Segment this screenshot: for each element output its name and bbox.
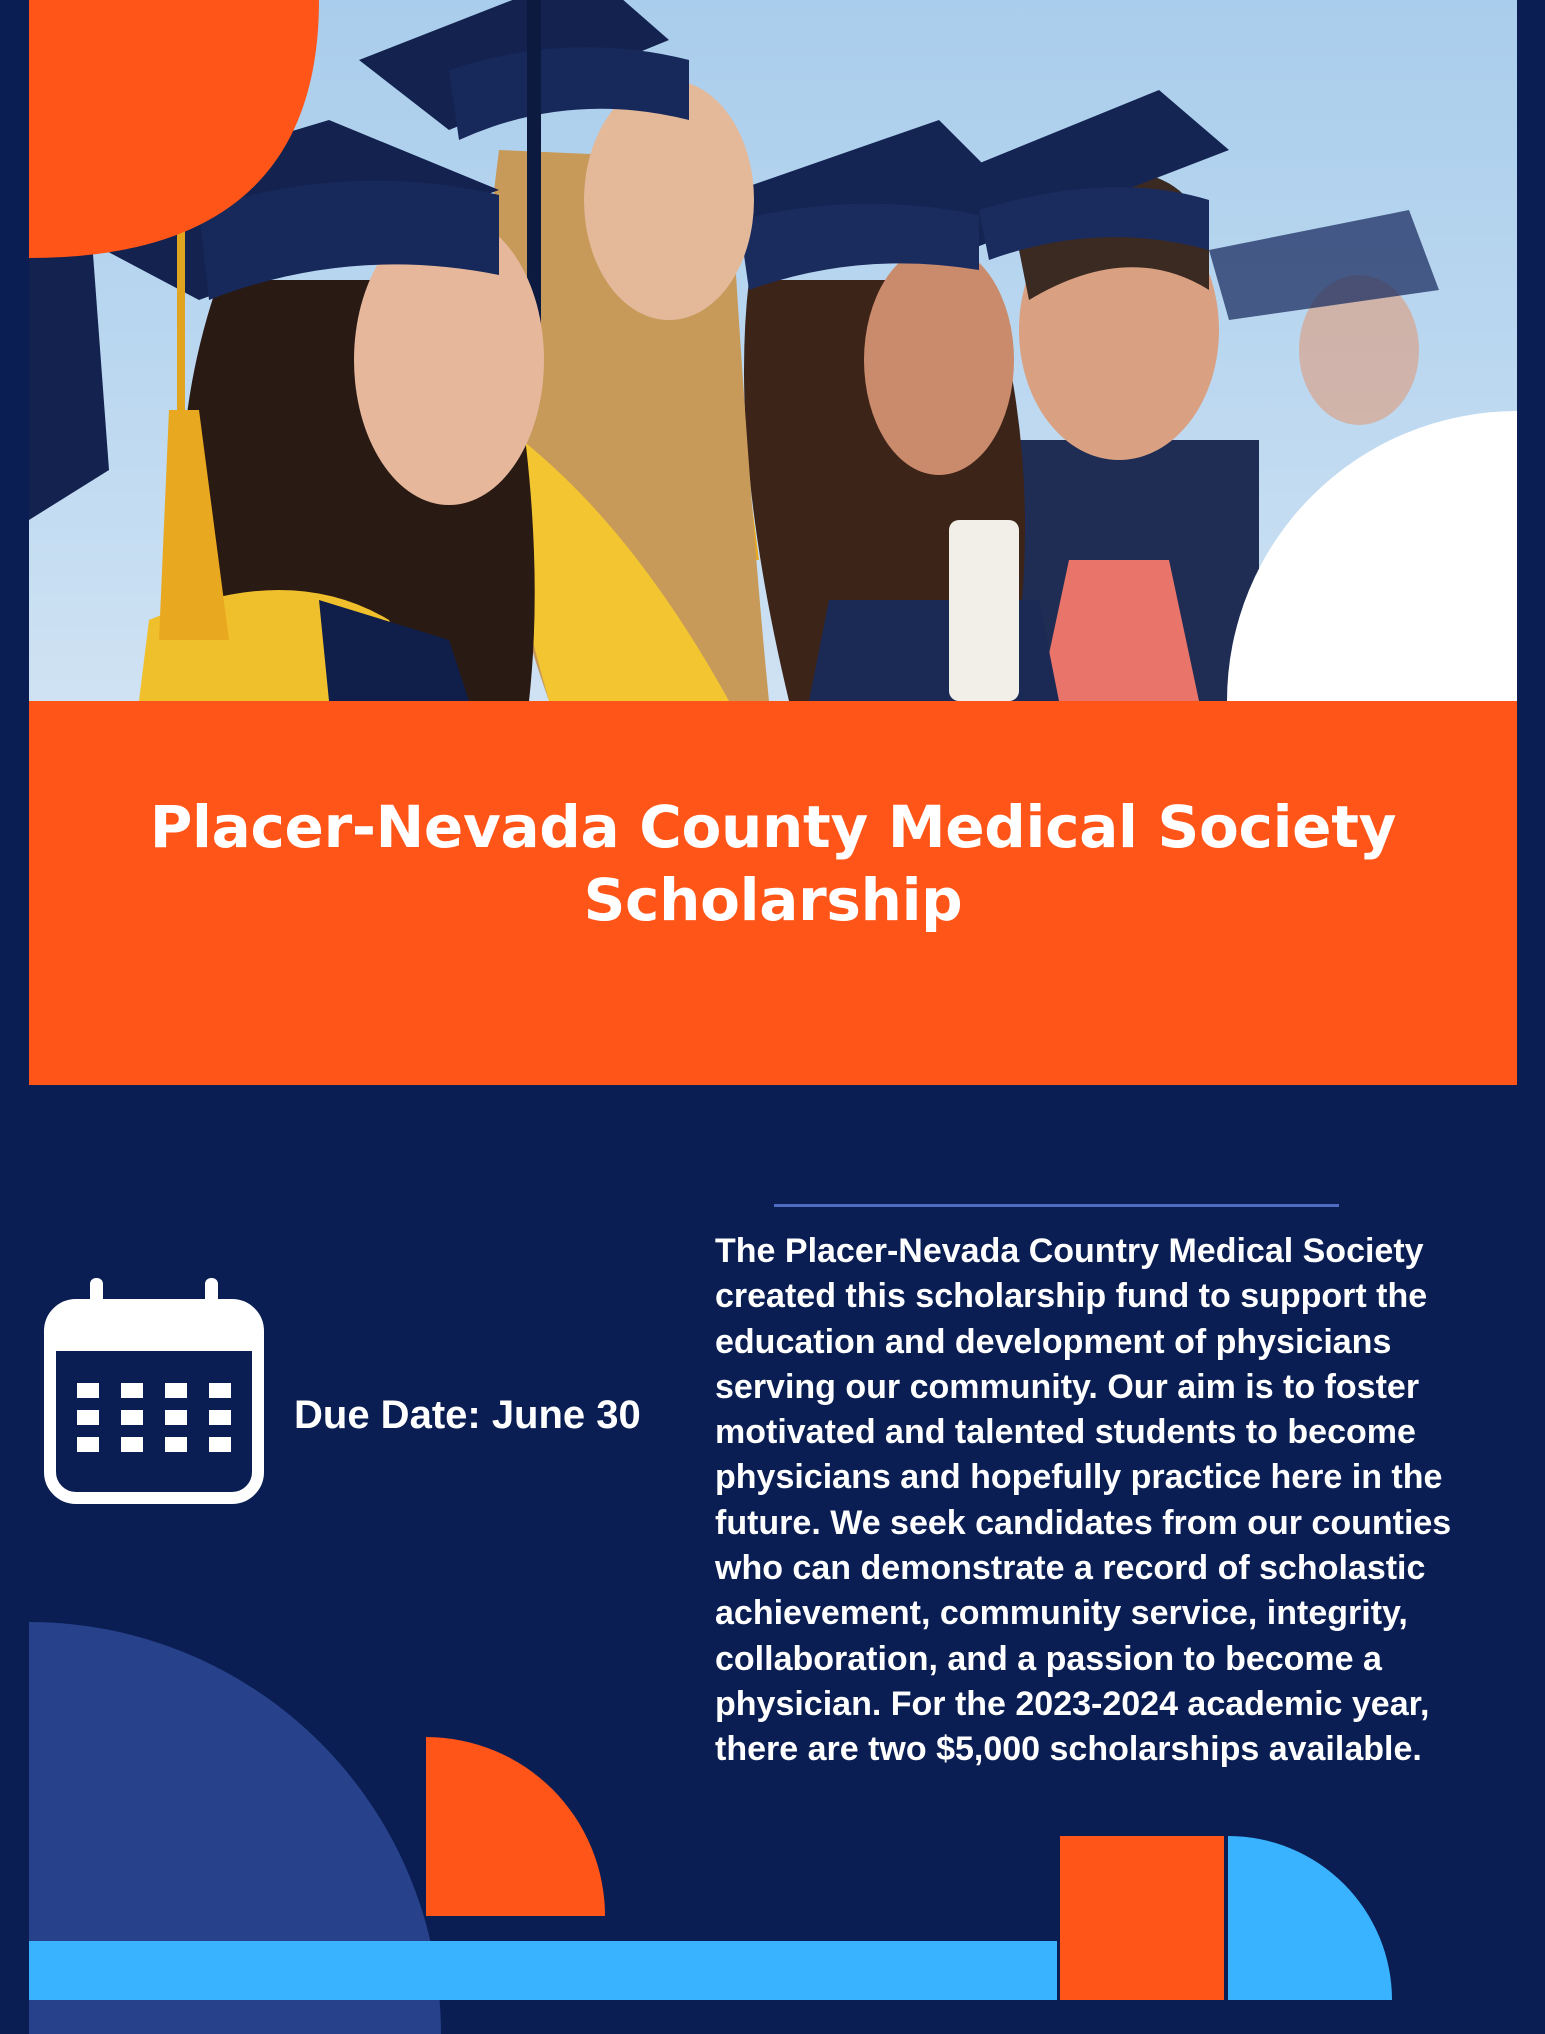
title-band [29,701,1517,1085]
decorative-orange-square [1060,1836,1224,2000]
hero-photo [29,0,1517,701]
title-line-1: Placer-Nevada County Medical Society [149,793,1397,861]
decorative-blue-quarter-circle [1228,1836,1392,2000]
scholarship-description: The Placer-Nevada Country Medical Society created this scholarship fund to support the education and development of physicians serving our community. Our aim is to foster motivated and talented students to become physicians and hopefully practice here in the future. We seek candidates from our counties who can demonstrate a record of scholastic achievement, community service, integrity, collaboration, and a passion to become a physician. For the 2023-2024 academic year, there are two $5,000 scholarships available. [715,1232,1452,1769]
decorative-orange-quarter-circle [426,1737,605,1916]
decorative-blue-bar [29,1941,1057,2000]
due-date-text: Due Date: June 30 [294,1393,641,1437]
graduates-illustration [29,0,1517,701]
page-title [29,791,1517,937]
divider-line [774,1204,1339,1207]
calendar-icon [44,1278,264,1504]
title-line-2: Scholarship [583,866,963,934]
